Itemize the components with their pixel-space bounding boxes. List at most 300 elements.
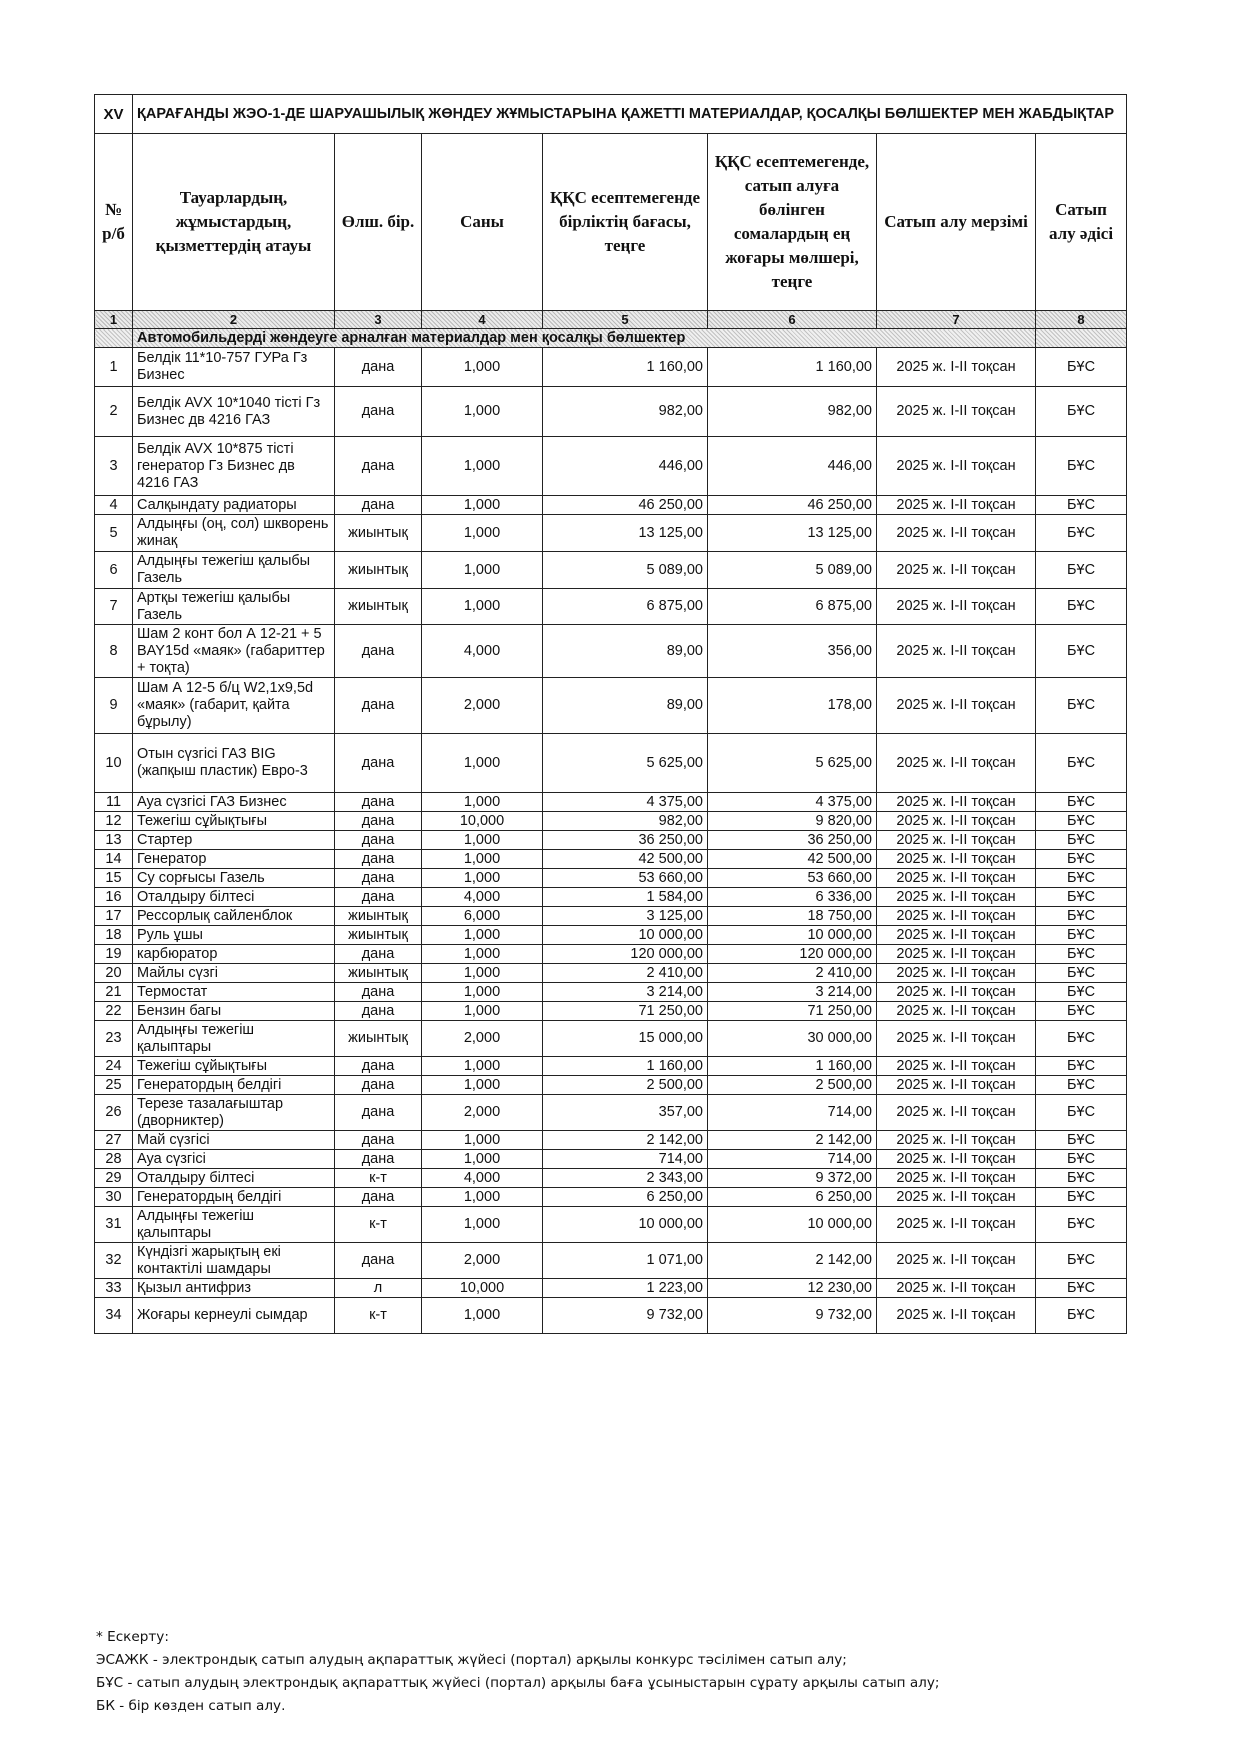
- item-unit-price: 89,00: [543, 625, 708, 678]
- table-row: [95, 1131, 1127, 1150]
- item-quantity: 1,000: [422, 734, 543, 793]
- table-row: [95, 869, 1127, 888]
- item-unit-price: 1 160,00: [543, 1057, 708, 1076]
- table-row: [95, 907, 1127, 926]
- item-name: Термостат: [133, 983, 335, 1002]
- item-name: Тежегіш сұйықтығы: [133, 812, 335, 831]
- item-name: Тежегіш сұйықтығы: [133, 1057, 335, 1076]
- item-unit: жиынтық: [335, 926, 422, 945]
- item-name: Майлы сүзгі: [133, 964, 335, 983]
- item-method: БҰС: [1036, 850, 1127, 869]
- item-name: Артқы тежегіш қалыбы Газель: [133, 589, 335, 625]
- item-quantity: 1,000: [422, 1188, 543, 1207]
- item-unit: дана: [335, 888, 422, 907]
- item-period: 2025 ж. I-II тоқсан: [877, 1207, 1036, 1243]
- item-period: 2025 ж. I-II тоқсан: [877, 552, 1036, 589]
- item-period: 2025 ж. I-II тоқсан: [877, 734, 1036, 793]
- item-unit: дана: [335, 678, 422, 734]
- item-period: 2025 ж. I-II тоқсан: [877, 907, 1036, 926]
- item-number: 26: [95, 1095, 133, 1131]
- item-unit-price: 1 223,00: [543, 1279, 708, 1298]
- item-period: 2025 ж. I-II тоқсан: [877, 1279, 1036, 1298]
- item-method: БҰС: [1036, 678, 1127, 734]
- item-total: 10 000,00: [708, 1207, 877, 1243]
- item-quantity: 1,000: [422, 926, 543, 945]
- item-unit: дана: [335, 983, 422, 1002]
- item-name: карбюратор: [133, 945, 335, 964]
- item-method: БҰС: [1036, 552, 1127, 589]
- item-unit-price: 53 660,00: [543, 869, 708, 888]
- item-unit: жиынтық: [335, 907, 422, 926]
- item-number: 15: [95, 869, 133, 888]
- table-row: [95, 1207, 1127, 1243]
- item-total: 356,00: [708, 625, 877, 678]
- item-unit-price: 9 732,00: [543, 1298, 708, 1334]
- item-name: Алдыңғы тежегіш қалыптары: [133, 1021, 335, 1057]
- item-name: Бензин багы: [133, 1002, 335, 1021]
- footnotes: [96, 1626, 1156, 1718]
- item-total: 53 660,00: [708, 869, 877, 888]
- item-method: БҰС: [1036, 945, 1127, 964]
- item-total: 3 214,00: [708, 983, 877, 1002]
- item-method: БҰС: [1036, 734, 1127, 793]
- item-method: БҰС: [1036, 1095, 1127, 1131]
- item-total: 13 125,00: [708, 515, 877, 552]
- item-number: 21: [95, 983, 133, 1002]
- item-name: Қызыл антифриз: [133, 1279, 335, 1298]
- item-number: 1: [95, 348, 133, 387]
- group-title-spacer: [1036, 329, 1127, 348]
- procurement-sheet: [94, 94, 1126, 1334]
- item-unit: дана: [335, 793, 422, 812]
- item-unit-price: 4 375,00: [543, 793, 708, 812]
- item-number: 4: [95, 496, 133, 515]
- header-name: Тауарлардың, жұмыстардың, қызметтердің атауы: [133, 134, 335, 311]
- item-number: 14: [95, 850, 133, 869]
- item-name: Ауа сүзгісі ГАЗ Бизнес: [133, 793, 335, 812]
- item-method: БҰС: [1036, 1279, 1127, 1298]
- item-number: 17: [95, 907, 133, 926]
- table-row: [95, 926, 1127, 945]
- item-total: 446,00: [708, 437, 877, 496]
- item-period: 2025 ж. I-II тоқсан: [877, 831, 1036, 850]
- item-total: 6 250,00: [708, 1188, 877, 1207]
- table-row: [95, 1002, 1127, 1021]
- item-number: 5: [95, 515, 133, 552]
- item-quantity: 2,000: [422, 1021, 543, 1057]
- table-row: [95, 812, 1127, 831]
- item-method: БҰС: [1036, 515, 1127, 552]
- item-quantity: 10,000: [422, 1279, 543, 1298]
- item-unit: жиынтық: [335, 515, 422, 552]
- item-method: БҰС: [1036, 1131, 1127, 1150]
- item-period: 2025 ж. I-II тоқсан: [877, 1057, 1036, 1076]
- item-period: 2025 ж. I-II тоқсан: [877, 348, 1036, 387]
- header-quantity: Саны: [422, 134, 543, 311]
- item-unit: к-т: [335, 1207, 422, 1243]
- item-unit-price: 982,00: [543, 387, 708, 437]
- item-period: 2025 ж. I-II тоқсан: [877, 1002, 1036, 1021]
- item-method: БҰС: [1036, 812, 1127, 831]
- item-total: 6 336,00: [708, 888, 877, 907]
- item-total: 18 750,00: [708, 907, 877, 926]
- table-row: [95, 1169, 1127, 1188]
- item-period: 2025 ж. I-II тоқсан: [877, 1243, 1036, 1279]
- table-row: [95, 678, 1127, 734]
- item-unit-price: 714,00: [543, 1150, 708, 1169]
- item-period: 2025 ж. I-II тоқсан: [877, 625, 1036, 678]
- item-number: 32: [95, 1243, 133, 1279]
- item-quantity: 1,000: [422, 1057, 543, 1076]
- item-unit: дана: [335, 1057, 422, 1076]
- item-total: 42 500,00: [708, 850, 877, 869]
- table-row: [95, 1298, 1127, 1334]
- item-name: Салқындату радиаторы: [133, 496, 335, 515]
- item-period: 2025 ж. I-II тоқсан: [877, 1095, 1036, 1131]
- item-period: 2025 ж. I-II тоқсан: [877, 869, 1036, 888]
- item-name: Руль ұшы: [133, 926, 335, 945]
- item-period: 2025 ж. I-II тоқсан: [877, 1298, 1036, 1334]
- item-unit: жиынтық: [335, 964, 422, 983]
- item-number: 24: [95, 1057, 133, 1076]
- table-row: [95, 1057, 1127, 1076]
- item-unit: дана: [335, 1076, 422, 1095]
- item-method: БҰС: [1036, 589, 1127, 625]
- item-unit: к-т: [335, 1169, 422, 1188]
- item-number: 16: [95, 888, 133, 907]
- table-row: [95, 831, 1127, 850]
- item-name: Шам А 12-5 б/ц W2,1x9,5d «маяк» (габарит, қайта бұрылу): [133, 678, 335, 734]
- table-row: [95, 1188, 1127, 1207]
- table-row: [95, 1150, 1127, 1169]
- table-row: [95, 387, 1127, 437]
- item-unit: л: [335, 1279, 422, 1298]
- item-method: БҰС: [1036, 1076, 1127, 1095]
- item-unit-price: 2 142,00: [543, 1131, 708, 1150]
- item-total: 9 372,00: [708, 1169, 877, 1188]
- item-period: 2025 ж. I-II тоқсан: [877, 850, 1036, 869]
- item-unit: дана: [335, 437, 422, 496]
- item-method: БҰС: [1036, 983, 1127, 1002]
- item-unit-price: 120 000,00: [543, 945, 708, 964]
- item-name: Жоғары кернеулі сымдар: [133, 1298, 335, 1334]
- item-unit: дана: [335, 1095, 422, 1131]
- item-name: Күндізгі жарықтың екі контактілі шамдары: [133, 1243, 335, 1279]
- item-name: Алдыңғы тежегіш қалыптары: [133, 1207, 335, 1243]
- item-name: Оталдыру білтесі: [133, 1169, 335, 1188]
- table-row: [95, 888, 1127, 907]
- item-period: 2025 ж. I-II тоқсан: [877, 496, 1036, 515]
- table-row: [95, 983, 1127, 1002]
- item-quantity: 2,000: [422, 1095, 543, 1131]
- item-total: 2 500,00: [708, 1076, 877, 1095]
- item-quantity: 10,000: [422, 812, 543, 831]
- item-total: 4 375,00: [708, 793, 877, 812]
- table-row: [95, 515, 1127, 552]
- item-method: БҰС: [1036, 1188, 1127, 1207]
- column-number: 1: [95, 311, 133, 329]
- item-number: 19: [95, 945, 133, 964]
- item-unit: к-т: [335, 1298, 422, 1334]
- item-unit: дана: [335, 734, 422, 793]
- item-quantity: 2,000: [422, 1243, 543, 1279]
- item-total: 2 142,00: [708, 1243, 877, 1279]
- item-number: 31: [95, 1207, 133, 1243]
- header-max-amount: ҚҚС есептемегенде, сатып алуға бөлінген сомалардың ең жоғары мөлшері, теңге: [708, 134, 877, 311]
- item-unit-price: 36 250,00: [543, 831, 708, 850]
- item-name: Рессорлық сайленблок: [133, 907, 335, 926]
- table-header-row: [95, 134, 1127, 311]
- item-unit-price: 13 125,00: [543, 515, 708, 552]
- item-number: 30: [95, 1188, 133, 1207]
- item-number: 33: [95, 1279, 133, 1298]
- item-period: 2025 ж. I-II тоқсан: [877, 1021, 1036, 1057]
- item-method: БҰС: [1036, 1002, 1127, 1021]
- item-quantity: 1,000: [422, 552, 543, 589]
- item-unit-price: 10 000,00: [543, 1207, 708, 1243]
- procurement-table: [94, 94, 1127, 1334]
- item-number: 13: [95, 831, 133, 850]
- item-unit: дана: [335, 1002, 422, 1021]
- group-title: Автомобильдерді жөндеуге арналған материалдар мен қосалқы бөлшектер: [133, 329, 1036, 348]
- item-unit-price: 42 500,00: [543, 850, 708, 869]
- item-unit-price: 10 000,00: [543, 926, 708, 945]
- item-name: Генератордың белдігі: [133, 1188, 335, 1207]
- item-unit-price: 15 000,00: [543, 1021, 708, 1057]
- table-row: [95, 348, 1127, 387]
- section-number: XV: [95, 95, 133, 134]
- item-unit-price: 3 214,00: [543, 983, 708, 1002]
- item-total: 2 410,00: [708, 964, 877, 983]
- item-name: Терезе тазалағыштар (дворниктер): [133, 1095, 335, 1131]
- item-quantity: 1,000: [422, 437, 543, 496]
- header-number: № р/б: [95, 134, 133, 311]
- item-unit-price: 6 250,00: [543, 1188, 708, 1207]
- table-row: [95, 625, 1127, 678]
- item-quantity: 1,000: [422, 983, 543, 1002]
- item-unit: дана: [335, 850, 422, 869]
- item-unit-price: 5 625,00: [543, 734, 708, 793]
- header-unit-price: ҚҚС есептемегенде бірліктің бағасы, теңге: [543, 134, 708, 311]
- item-number: 8: [95, 625, 133, 678]
- item-period: 2025 ж. I-II тоқсан: [877, 926, 1036, 945]
- item-unit-price: 446,00: [543, 437, 708, 496]
- item-unit-price: 89,00: [543, 678, 708, 734]
- item-total: 71 250,00: [708, 1002, 877, 1021]
- item-quantity: 2,000: [422, 678, 543, 734]
- item-unit-price: 46 250,00: [543, 496, 708, 515]
- table-row: [95, 1076, 1127, 1095]
- item-unit: жиынтық: [335, 589, 422, 625]
- column-number: 2: [133, 311, 335, 329]
- item-total: 5 625,00: [708, 734, 877, 793]
- table-row: [95, 964, 1127, 983]
- table-row: [95, 1095, 1127, 1131]
- item-total: 9 732,00: [708, 1298, 877, 1334]
- item-name: Генератордың белдігі: [133, 1076, 335, 1095]
- item-quantity: 1,000: [422, 1131, 543, 1150]
- item-number: 28: [95, 1150, 133, 1169]
- item-quantity: 4,000: [422, 625, 543, 678]
- item-unit: дана: [335, 945, 422, 964]
- footnote-line: БҰС - сатып алудың электрондық ақпараттық жүйесі (портал) арқылы баға ұсыныстарын сұрату арқылы сатып алу;: [96, 1675, 940, 1691]
- item-number: 12: [95, 812, 133, 831]
- column-number: 6: [708, 311, 877, 329]
- item-total: 36 250,00: [708, 831, 877, 850]
- column-number: 4: [422, 311, 543, 329]
- item-method: БҰС: [1036, 387, 1127, 437]
- item-number: 23: [95, 1021, 133, 1057]
- item-method: БҰС: [1036, 831, 1127, 850]
- item-unit: дана: [335, 1150, 422, 1169]
- item-total: 178,00: [708, 678, 877, 734]
- item-total: 982,00: [708, 387, 877, 437]
- item-quantity: 1,000: [422, 945, 543, 964]
- table-row: [95, 437, 1127, 496]
- item-unit-price: 2 410,00: [543, 964, 708, 983]
- item-total: 1 160,00: [708, 1057, 877, 1076]
- item-name: Белдік AVX 10*1040 тісті Гз Бизнес дв 4216 ГАЗ: [133, 387, 335, 437]
- item-period: 2025 ж. I-II тоқсан: [877, 1188, 1036, 1207]
- item-quantity: 1,000: [422, 496, 543, 515]
- item-quantity: 1,000: [422, 1150, 543, 1169]
- column-number: 3: [335, 311, 422, 329]
- item-name: Отын сүзгісі ГАЗ BIG (жапқыш пластик) Евро-3: [133, 734, 335, 793]
- item-period: 2025 ж. I-II тоқсан: [877, 1076, 1036, 1095]
- item-total: 714,00: [708, 1150, 877, 1169]
- item-unit-price: 2 343,00: [543, 1169, 708, 1188]
- item-method: БҰС: [1036, 1243, 1127, 1279]
- item-quantity: 4,000: [422, 888, 543, 907]
- item-period: 2025 ж. I-II тоқсан: [877, 678, 1036, 734]
- table-row: [95, 734, 1127, 793]
- table-row: [95, 496, 1127, 515]
- item-unit-price: 982,00: [543, 812, 708, 831]
- table-row: [95, 793, 1127, 812]
- item-name: Белдік AVX 10*875 тісті генератор Гз Бизнес дв 4216 ГАЗ: [133, 437, 335, 496]
- item-number: 20: [95, 964, 133, 983]
- item-method: БҰС: [1036, 348, 1127, 387]
- item-quantity: 1,000: [422, 387, 543, 437]
- item-quantity: 1,000: [422, 964, 543, 983]
- item-unit-price: 3 125,00: [543, 907, 708, 926]
- item-number: 29: [95, 1169, 133, 1188]
- column-number-row: [95, 311, 1127, 329]
- item-period: 2025 ж. I-II тоқсан: [877, 945, 1036, 964]
- item-method: БҰС: [1036, 869, 1127, 888]
- item-method: БҰС: [1036, 926, 1127, 945]
- item-unit-price: 1 071,00: [543, 1243, 708, 1279]
- item-method: БҰС: [1036, 1057, 1127, 1076]
- item-method: БҰС: [1036, 1207, 1127, 1243]
- item-name: Генератор: [133, 850, 335, 869]
- item-quantity: 1,000: [422, 831, 543, 850]
- item-name: Оталдыру білтесі: [133, 888, 335, 907]
- item-total: 1 160,00: [708, 348, 877, 387]
- column-number: 7: [877, 311, 1036, 329]
- item-unit: дана: [335, 625, 422, 678]
- item-unit: дана: [335, 1188, 422, 1207]
- item-total: 30 000,00: [708, 1021, 877, 1057]
- table-row: [95, 1279, 1127, 1298]
- item-period: 2025 ж. I-II тоқсан: [877, 515, 1036, 552]
- item-total: 714,00: [708, 1095, 877, 1131]
- item-name: Су сорғысы Газель: [133, 869, 335, 888]
- item-unit: жиынтық: [335, 1021, 422, 1057]
- item-name: Ауа сүзгісі: [133, 1150, 335, 1169]
- header-method: Сатып алу әдісі: [1036, 134, 1127, 311]
- item-name: Шам 2 конт бол А 12-21 + 5 BAY15d «маяк» (габариттер + тоқта): [133, 625, 335, 678]
- item-total: 10 000,00: [708, 926, 877, 945]
- table-row: [95, 1021, 1127, 1057]
- item-period: 2025 ж. I-II тоқсан: [877, 793, 1036, 812]
- item-unit: дана: [335, 812, 422, 831]
- item-period: 2025 ж. I-II тоқсан: [877, 437, 1036, 496]
- item-unit: жиынтық: [335, 552, 422, 589]
- item-quantity: 1,000: [422, 515, 543, 552]
- item-unit: дана: [335, 387, 422, 437]
- item-name: Стартер: [133, 831, 335, 850]
- item-period: 2025 ж. I-II тоқсан: [877, 812, 1036, 831]
- item-period: 2025 ж. I-II тоқсан: [877, 983, 1036, 1002]
- table-row: [95, 589, 1127, 625]
- item-quantity: 1,000: [422, 1298, 543, 1334]
- item-quantity: 6,000: [422, 907, 543, 926]
- item-unit-price: 5 089,00: [543, 552, 708, 589]
- item-unit: дана: [335, 1131, 422, 1150]
- item-quantity: 1,000: [422, 589, 543, 625]
- item-period: 2025 ж. I-II тоқсан: [877, 589, 1036, 625]
- item-total: 2 142,00: [708, 1131, 877, 1150]
- item-period: 2025 ж. I-II тоқсан: [877, 387, 1036, 437]
- item-total: 5 089,00: [708, 552, 877, 589]
- item-total: 46 250,00: [708, 496, 877, 515]
- item-period: 2025 ж. I-II тоқсан: [877, 1169, 1036, 1188]
- item-method: БҰС: [1036, 1169, 1127, 1188]
- header-period: Сатып алу мерзімі: [877, 134, 1036, 311]
- item-unit-price: 2 500,00: [543, 1076, 708, 1095]
- footnote-line: ЭСАЖК - электрондық сатып алудың ақпараттық жүйесі (портал) арқылы конкурс тәсілімен сатып алу;: [96, 1652, 847, 1668]
- item-quantity: 1,000: [422, 793, 543, 812]
- item-unit: дана: [335, 496, 422, 515]
- item-period: 2025 ж. I-II тоқсан: [877, 964, 1036, 983]
- item-unit: дана: [335, 831, 422, 850]
- section-title-row: [95, 95, 1127, 134]
- item-number: 34: [95, 1298, 133, 1334]
- item-method: БҰС: [1036, 888, 1127, 907]
- table-row: [95, 850, 1127, 869]
- table-row: [95, 1243, 1127, 1279]
- item-number: 10: [95, 734, 133, 793]
- item-method: БҰС: [1036, 625, 1127, 678]
- item-total: 6 875,00: [708, 589, 877, 625]
- table-row: [95, 552, 1127, 589]
- item-period: 2025 ж. I-II тоқсан: [877, 888, 1036, 907]
- item-period: 2025 ж. I-II тоқсан: [877, 1150, 1036, 1169]
- item-name: Алдыңғы тежегіш қалыбы Газель: [133, 552, 335, 589]
- column-number: 8: [1036, 311, 1127, 329]
- item-method: БҰС: [1036, 964, 1127, 983]
- item-quantity: 1,000: [422, 1002, 543, 1021]
- item-method: БҰС: [1036, 437, 1127, 496]
- item-total: 12 230,00: [708, 1279, 877, 1298]
- item-quantity: 4,000: [422, 1169, 543, 1188]
- item-method: БҰС: [1036, 496, 1127, 515]
- item-total: 9 820,00: [708, 812, 877, 831]
- item-quantity: 1,000: [422, 1207, 543, 1243]
- item-quantity: 1,000: [422, 348, 543, 387]
- item-total: 120 000,00: [708, 945, 877, 964]
